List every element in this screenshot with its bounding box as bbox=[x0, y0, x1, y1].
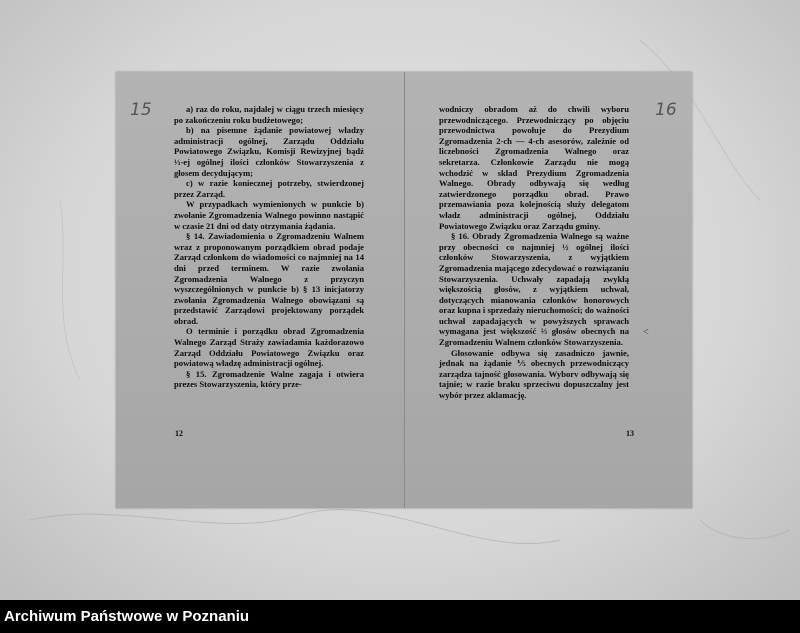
right-page bbox=[405, 72, 692, 508]
page-number: 12 bbox=[175, 429, 183, 438]
handwritten-page-number: 15 bbox=[130, 100, 152, 120]
margin-mark: < bbox=[643, 327, 649, 338]
paragraph: O terminie i porządku obrad Zgromadzenia Walnego Zarząd Straży zawiadamia każdorazowo Zarząd Oddziału Powiatowego Związku oraz powiatową władzę administracji ogólnej. bbox=[174, 326, 364, 369]
handwritten-page-number: 16 bbox=[655, 100, 677, 120]
left-page bbox=[116, 72, 405, 508]
paragraph: Głosowanie odbywa się zasadniczo jawnie, jednak na żądanie ⅕ obecnych przewodniczący zarządza tajność głosowania. Wyborv odbywają się tajnie; w razie braku sprzeciwu dopuszczalny jest wybór przez aklamację. bbox=[439, 347, 629, 401]
archive-caption: Archiwum Państwowe w Poznaniu bbox=[0, 600, 800, 633]
page-number: 13 bbox=[626, 429, 634, 438]
paragraph: c) w razie koniecznej potrzeby, stwierdzonej przez Zarząd. bbox=[174, 178, 364, 199]
paragraph: § 16. Obrady Zgromadzenia Walnego są ważne przy obecności co najmniej ½ ogólnej ilości członków Stowarzyszenia, z wyjątkiem Zgromadzenia mającego zdecydować o rozwiązaniu Stowarzyszenia. Uchwały zapadają zwykłą większością głosów, z wyjątkiem uchwał, dotyczących mianowania członków honorowych oraz kupna i sprzedaży nieruchomości; do ważności uchwał zapadających w powyższych sprawach wymagana jest większość ⅔ głosów obecnych na Zgromadzeniu Walnem członków Stowarzyszenia. bbox=[439, 231, 630, 348]
right-page-text bbox=[439, 104, 629, 401]
paragraph: a) raz do roku, najdalej w ciągu trzech miesięcy po zakończeniu roku budżetowego; bbox=[174, 104, 364, 125]
open-booklet bbox=[116, 72, 692, 508]
paragraph: § 15. Zgromadzenie Walne zagaja i otwiera prezes Stowarzyszenia, który prze- bbox=[174, 368, 364, 390]
left-page-text bbox=[174, 104, 364, 390]
paragraph: § 14. Zawiadomienia o Zgromadzeniu Walnem wraz z proponowanym porządkiem obrad podaje Zarząd członkom do wiadomości co najmniej na 14 dni przed terminem. W razie zwołania Zgromadzenia Walnego z przyczyn wyszczególnionych w punkcie b) § 13 inicjatorzy zwołania Zgromadzenia Walnego obowiązani są przedstawić Zarządowi projektowany porządek obrad. bbox=[174, 231, 364, 326]
paragraph: b) na pisemne żądanie powiatowej władzy administracji ogólnej, Zarządu Oddziału Powiatowego Związku, Komisji Rewizyjnej bądź ⅓-ej ogólnej ilości członków Stowarzyszenia z głosem decydującym; bbox=[174, 125, 364, 178]
paragraph: W przypadkach wymienionych w punkcie b) zwołanie Zgromadzenia Walnego powinno nastąpić w czasie 21 dni od daty otrzymania żądania. bbox=[174, 199, 364, 231]
paragraph: wodniczy obradom aż do chwili wyboru przewodniczącego. Przewodniczący po objęciu przewodnictwa powołuje do Prezydium Zgromadzenia 2-ch — 4-ch asesorów, zależnie od liczebności Zgromadzenia Walnego oraz sekretarza. Członkowie Zarządu nie mogą wchodzić w skład Prezydium Zgromadzenia Walnego. Obrady odbywają się według zatwierdzonego porządku obrad. Prawo przemawiania poza kolejnością służy delegatom władz administracji ogólnej, Oddziału Powiatowego Związku oraz Zarządu gminy. bbox=[439, 104, 629, 231]
